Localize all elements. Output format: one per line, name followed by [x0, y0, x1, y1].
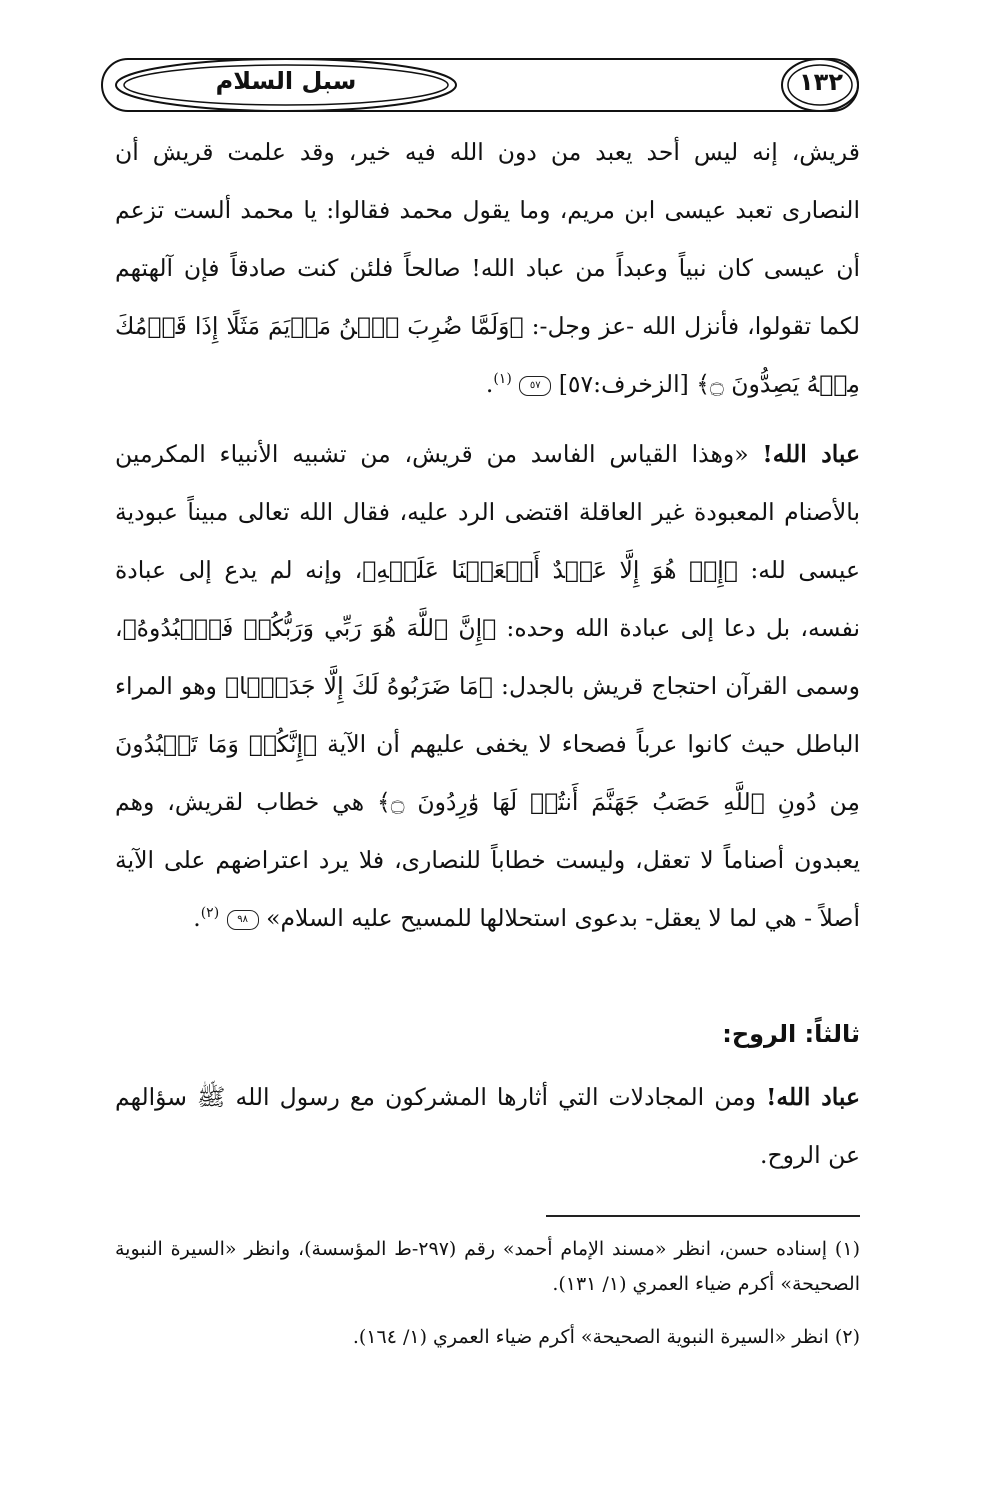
paragraph-1	[115, 123, 860, 413]
footnote-ref-1: (١)	[493, 371, 512, 388]
running-header	[100, 55, 860, 117]
book-title: سبل السلام	[215, 67, 357, 95]
paragraph-2-lead: عباد الله!	[762, 440, 860, 468]
page-number: ١٣٢	[799, 68, 843, 96]
footnote-divider	[546, 1215, 860, 1217]
paragraph-1-text: قريش، إنه ليس أحد يعبد من دون الله فيه خير، وقد علمت قريش أن النصارى تعبد عيسى ابن مريم، وما يقول محمد فقالوا: يا محمد ألست تزعم أن عيسى كان نبياً وعبداً من عباد الله! صالحاً فلئن كنت صادقاً فإن آلهتهم لكما تقولوا، فأنزل الله -عز وجل-: ﴿وَلَمَّا ضُرِبَ ٱبۡنُ مَرۡيَمَ مَثَلًا إِذَا قَوۡمُكَ مِنۡهُ يَصِدُّونَ ۝﴾ [الزخرف:٥٧]	[115, 138, 860, 398]
footnote-ref-2: (٢)	[200, 905, 220, 922]
ayah-number-marker: ٥٧	[519, 376, 551, 396]
paragraph-2-text: «وهذا القياس الفاسد من قريش، من تشبيه الأنبياء المكرمين بالأصنام المعبودة غير العاقلة اقتضى الرد عليه، فقال الله تعالى مبيناً عبودية عيسى لله: ﴿إِنۡ هُوَ إِلَّا عَبۡدٌ أَنۡعَمۡنَا عَلَيۡهِ﴾، وإنه لم يدع إلى عبادة نفسه، بل دعا إلى عبادة الله وحده: ﴿إِنَّ ٱللَّهَ هُوَ رَبِّي وَرَبُّكُمۡ فَٱعۡبُدُوهُ﴾، وسمى القرآن احتجاج قريش بالجدل: ﴿مَا ضَرَبُوهُ لَكَ إِلَّا جَدَلَۢا﴾ وهو المراء الباطل حيث كانوا عرباً فصحاء لا يخفى عليهم أن الآية ﴿إِنَّكُمۡ وَمَا تَعۡبُدُونَ مِن دُونِ ٱللَّهِ حَصَبُ جَهَنَّمَ أَنتُمۡ لَهَا وَٰرِدُونَ ۝﴾ هي خطاب لقريش، وهم يعبدون أصناماً لا تعقل، وليست خطاباً للنصارى، فلا يرد اعتراضهم على الآية أصلاً - هي لما لا يعقل- بدعوى استحلالها للمسيح عليه السلام»	[115, 440, 860, 932]
paragraph-3-text: ومن المجادلات التي أثارها المشركون مع رسول الله ﷺ سؤالهم عن الروح.	[115, 1083, 860, 1169]
ayah-number-marker-2: ٩٨	[227, 910, 259, 930]
footnote-1: (١) إسناده حسن، انظر «مسند الإمام أحمد» رقم (٢٩٧-ط المؤسسة)، وانظر «السيرة النبوية الصحيحة» أكرم ضياء العمري (١/ ١٣١).	[115, 1238, 860, 1295]
paragraph-2-end: .	[193, 904, 201, 932]
paragraph-2	[115, 425, 860, 947]
paragraph-3	[115, 1068, 860, 1184]
section-heading: ثالثاً: الروح:	[722, 1020, 860, 1048]
paragraph-3-lead: عباد الله!	[766, 1083, 860, 1111]
footnote-2: (٢) انظر «السيرة النبوية الصحيحة» أكرم ضياء العمري (١/ ١٦٤).	[352, 1326, 860, 1348]
paragraph-1-end: .	[485, 370, 494, 398]
